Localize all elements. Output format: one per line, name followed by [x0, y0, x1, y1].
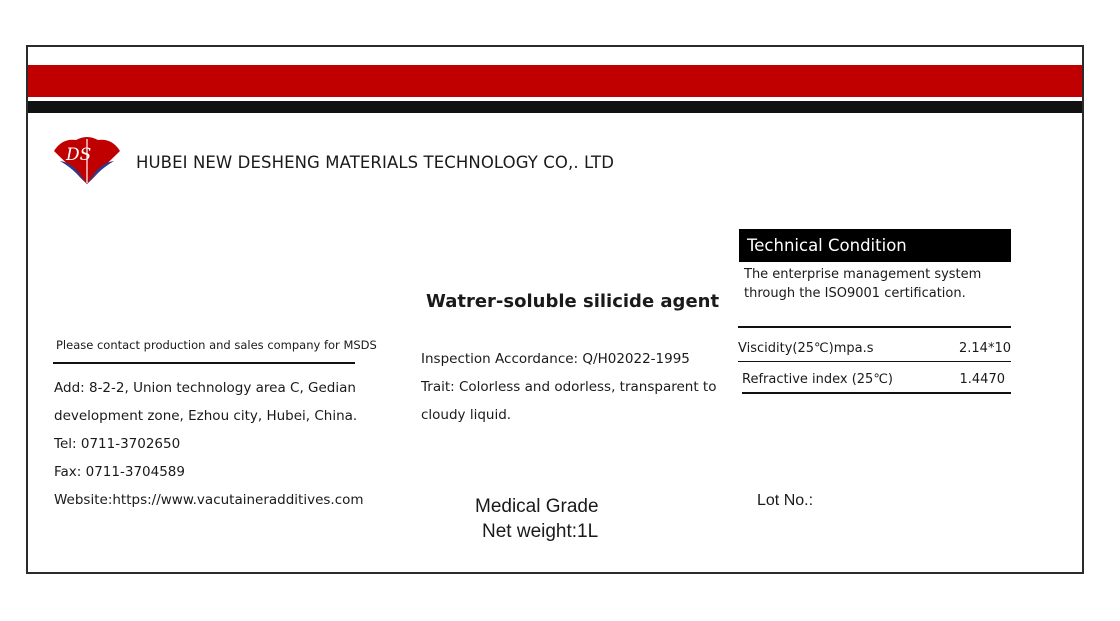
property-value: 2.14*10 [959, 341, 1011, 356]
property-row [742, 372, 1011, 394]
ds-logo-icon [52, 135, 122, 185]
grade-label: Medical Grade [475, 496, 599, 517]
property-row [738, 341, 1011, 362]
msds-note: Please contact production and sales company for MSDS [56, 338, 377, 352]
technical-description: The enterprise management system through the ISO9001 certification. [744, 267, 982, 301]
net-weight-label: Net weight:1L [482, 521, 599, 542]
property-name: Viscidity(25℃)mpa.s [738, 341, 874, 356]
trait-line-2: cloudy liquid. [421, 407, 512, 423]
technical-divider [738, 326, 1011, 328]
logo-letters: DS [66, 145, 92, 165]
black-header-band [28, 101, 1082, 113]
property-name: Refractive index (25℃) [742, 372, 893, 387]
trait-line-1: Trait: Colorless and odorless, transparent to [421, 379, 717, 395]
address-line-1: Add: 8-2-2, Union technology area C, Gedian [54, 380, 356, 396]
product-label [26, 45, 1084, 574]
product-name: Watrer-soluble silicide agent [426, 291, 720, 312]
website-line: Website:https://www.vacutaineradditives.com [54, 492, 364, 508]
property-value: 1.4470 [959, 372, 1005, 387]
address-line-2: development zone, Ezhou city, Hubei, China. [54, 408, 358, 424]
inspection-accordance: Inspection Accordance: Q/H02022-1995 [421, 351, 690, 367]
fax-line: Fax: 0711-3704589 [54, 464, 185, 480]
company-name: HUBEI NEW DESHENG MATERIALS TECHNOLOGY CO,. LTD [136, 153, 615, 172]
tel-line: Tel: 0711-3702650 [54, 436, 181, 452]
msds-divider [53, 362, 355, 364]
red-header-band [28, 65, 1082, 97]
lot-number-label: Lot No.: [757, 492, 814, 509]
technical-condition-header: Technical Condition [739, 229, 1011, 262]
